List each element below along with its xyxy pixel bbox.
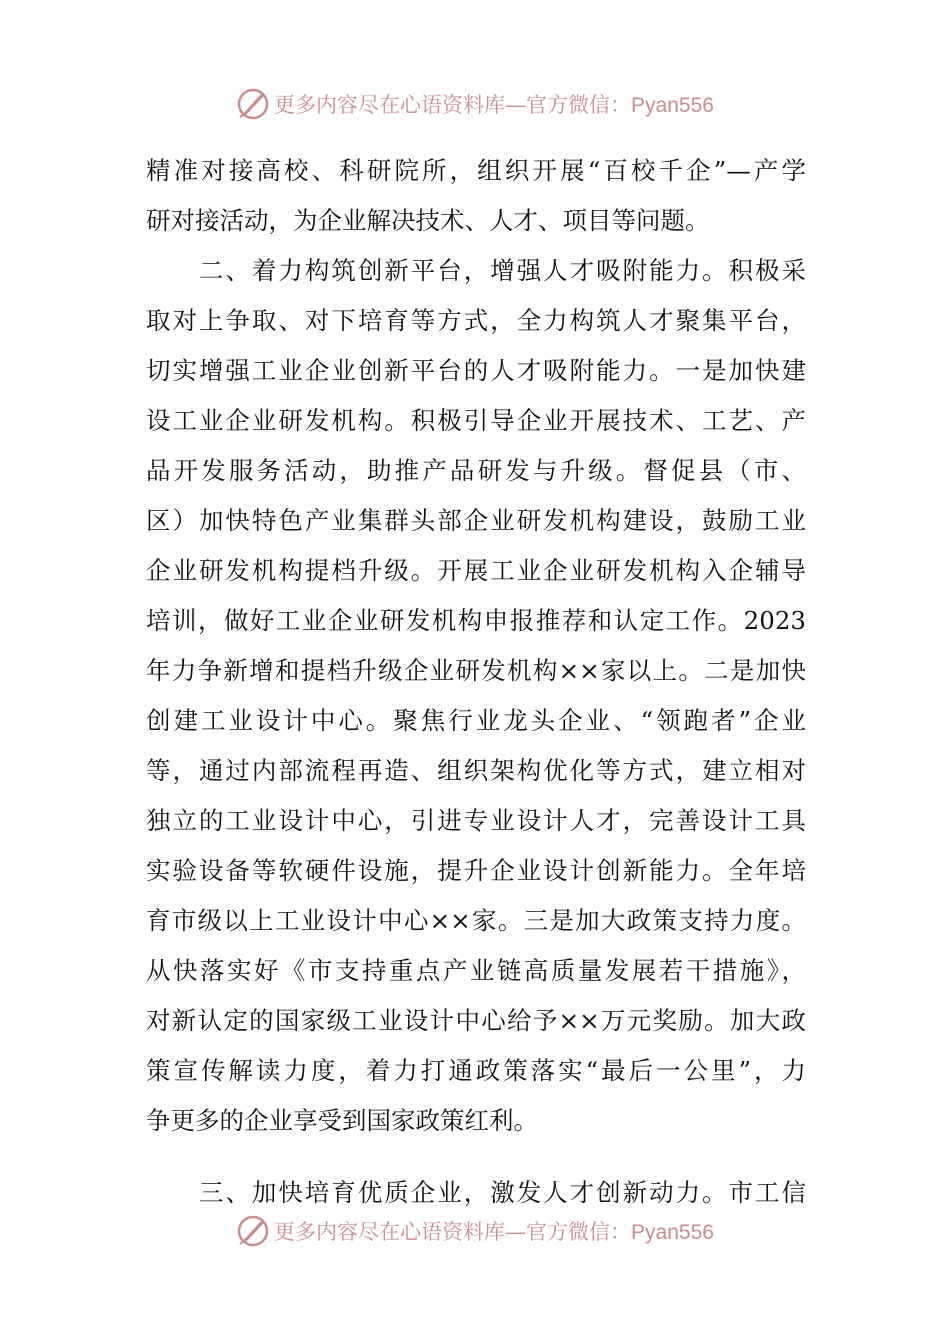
footer-banner — [0, 1211, 950, 1251]
text-line: 三、加快培育优质企业，激发人才创新动力。市工信 — [146, 1178, 806, 1207]
text-line: 企业研发机构提档升级。开展工业企业研发机构入企辅导 — [146, 556, 806, 585]
text-line: 培训，做好工业企业研发机构申报推荐和认定工作。2023 — [146, 606, 806, 635]
wechat-id: Pyan556 — [631, 1221, 714, 1244]
paragraph — [146, 146, 806, 246]
quill-logo-icon — [236, 87, 270, 121]
text-line: 从快落实好《市支持重点产业链高质量发展若干措施》， — [146, 956, 806, 985]
text-line: 精准对接高校、科研院所，组织开展“百校千企”—产学 — [146, 156, 806, 185]
text-line: 切实增强工业企业创新平台的人才吸附能力。一是加快建 — [146, 356, 806, 385]
text-line: 独立的工业设计中心，引进专业设计人才，完善设计工具 — [146, 806, 806, 835]
text-line: 研对接活动，为企业解决技术、人才、项目等问题。 — [146, 206, 710, 235]
text-line: 品开发服务活动，助推产品研发与升级。督促县（市、 — [146, 456, 806, 485]
text-line: 对新认定的国家级工业设计中心给予××万元奖励。加大政 — [146, 1006, 806, 1035]
banner-text: 更多内容尽在心语资料库—官方微信：Pyan556 — [274, 93, 714, 117]
banner-text: 更多内容尽在心语资料库—官方微信：Pyan556 — [274, 1220, 714, 1244]
text-line: 二、着力构筑创新平台，增强人才吸附能力。积极采 — [146, 256, 806, 285]
document-body — [146, 146, 806, 1218]
paragraph — [146, 246, 806, 1146]
text-line: 设工业企业研发机构。积极引导企业开展技术、工艺、产 — [146, 406, 806, 435]
text-line: 年力争新增和提档升级企业研发机构××家以上。二是加快 — [146, 656, 806, 685]
header-banner — [0, 84, 950, 124]
quill-logo-icon — [236, 1214, 270, 1248]
text-line: 取对上争取、对下培育等方式，全力构筑人才聚集平台， — [146, 306, 806, 335]
text-line: 区）加快特色产业集群头部企业研发机构建设，鼓励工业 — [146, 506, 806, 535]
text-line: 等，通过内部流程再造、组织架构优化等方式，建立相对 — [146, 756, 806, 785]
text-line: 创建工业设计中心。聚焦行业龙头企业、“领跑者”企业 — [146, 706, 806, 735]
text-line: 策宣传解读力度，着力打通政策落实“最后一公里”，力 — [146, 1056, 806, 1085]
text-line: 争更多的企业享受到国家政策红利。 — [146, 1106, 538, 1135]
text-line: 育市级以上工业设计中心××家。三是加大政策支持力度。 — [146, 906, 806, 935]
text-line: 实验设备等软硬件设施，提升企业设计创新能力。全年培 — [146, 856, 806, 885]
wechat-id: Pyan556 — [631, 94, 714, 117]
